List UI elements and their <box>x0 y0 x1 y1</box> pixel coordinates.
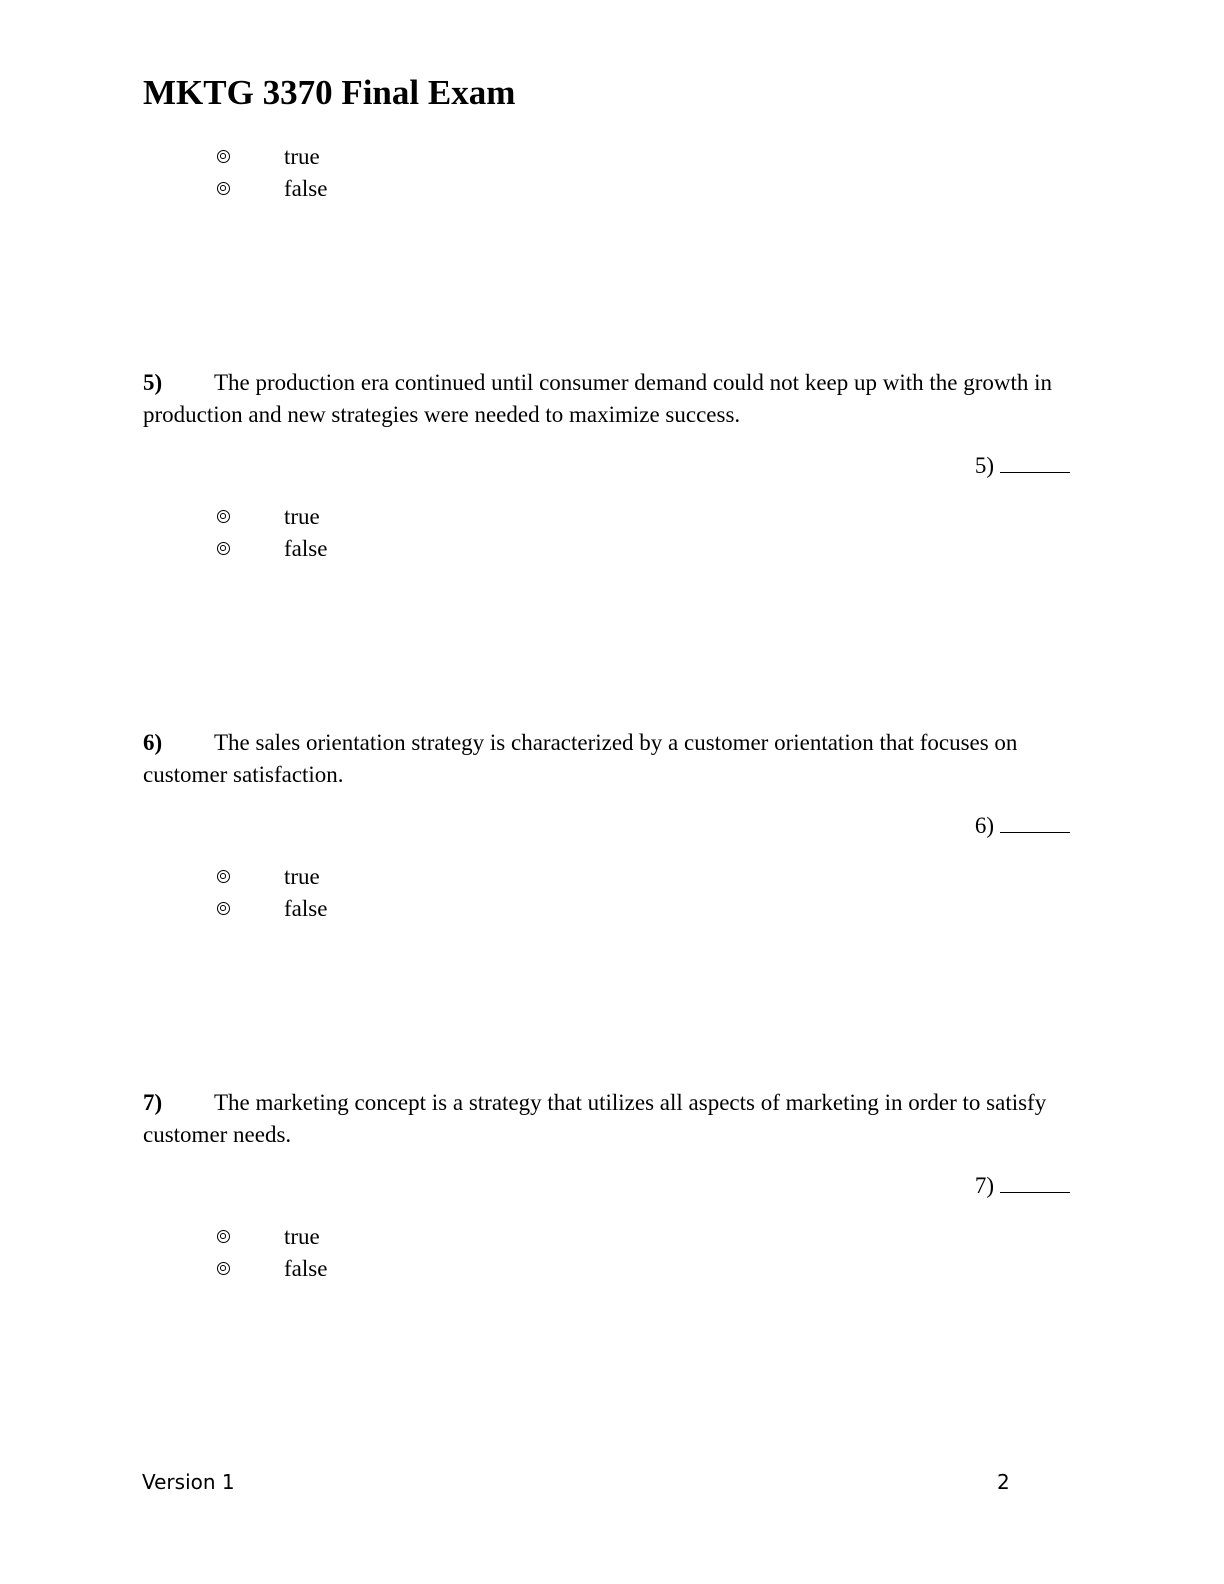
radio-button-icon[interactable] <box>217 1262 230 1275</box>
question-6-options <box>215 861 615 924</box>
page-title: MKTG 3370 Final Exam <box>143 73 516 112</box>
prev-question-options <box>215 141 615 204</box>
question-5 <box>143 367 1073 431</box>
option-label: true <box>284 144 320 170</box>
question-number: 7) <box>143 1090 163 1115</box>
option-label: true <box>284 864 320 890</box>
option-label: false <box>284 895 328 921</box>
answer-blank[interactable] <box>1000 452 1070 473</box>
answer-label: 6) <box>974 813 994 838</box>
option-false[interactable] <box>215 173 615 205</box>
option-false[interactable] <box>215 893 615 925</box>
radio-button-icon[interactable] <box>217 150 230 163</box>
question-6 <box>143 727 1073 791</box>
footer-page-number: 2 <box>997 1470 1010 1494</box>
answer-label: 5) <box>974 453 994 478</box>
option-label: true <box>284 504 320 530</box>
footer-version: Version 1 <box>142 1470 235 1494</box>
radio-button-icon[interactable] <box>217 182 230 195</box>
radio-button-icon[interactable] <box>217 542 230 555</box>
answer-blank[interactable] <box>1000 1172 1070 1193</box>
question-number: 5) <box>143 370 163 395</box>
question-number: 6) <box>143 730 163 755</box>
question-text: The production era continued until consumer demand could not keep up with the growth in production and new strategies were needed to maximize success. <box>143 370 1053 427</box>
option-true[interactable] <box>215 501 615 533</box>
answer-slot-5 <box>975 450 1070 482</box>
answer-blank[interactable] <box>1000 812 1070 833</box>
option-true[interactable] <box>215 1221 615 1253</box>
option-label: true <box>284 1224 320 1250</box>
radio-button-icon[interactable] <box>217 1230 230 1243</box>
answer-slot-7 <box>975 1170 1070 1202</box>
option-label: false <box>284 175 328 201</box>
option-false[interactable] <box>215 1253 615 1285</box>
answer-slot-6 <box>975 810 1070 842</box>
radio-button-icon[interactable] <box>217 510 230 523</box>
question-text: The sales orientation strategy is characterized by a customer orientation that focuses on customer satisfaction. <box>143 730 1018 787</box>
option-true[interactable] <box>215 861 615 893</box>
question-7-options <box>215 1221 615 1284</box>
option-true[interactable] <box>215 141 615 173</box>
option-label: false <box>284 1255 328 1281</box>
radio-button-icon[interactable] <box>217 902 230 915</box>
option-label: false <box>284 535 328 561</box>
question-text: The marketing concept is a strategy that utilizes all aspects of marketing in order to satisfy customer needs. <box>143 1090 1047 1147</box>
radio-button-icon[interactable] <box>217 870 230 883</box>
answer-label: 7) <box>974 1173 994 1198</box>
question-5-options <box>215 501 615 564</box>
question-7 <box>143 1087 1073 1151</box>
option-false[interactable] <box>215 533 615 565</box>
